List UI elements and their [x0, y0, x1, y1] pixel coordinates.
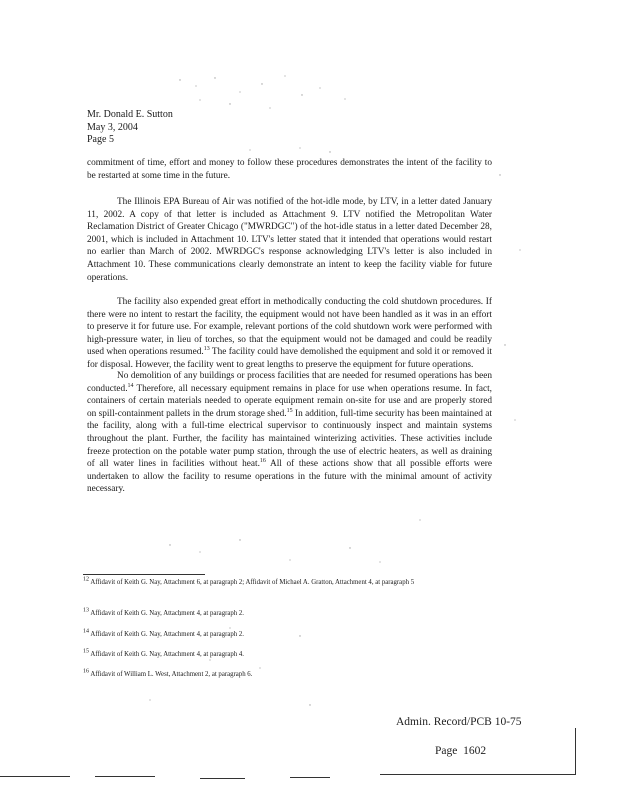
- footnote-ref: 13: [203, 346, 210, 353]
- footnote-text: Affidavit of Keith G. Nay, Attachment 4, at paragraph 4.: [90, 651, 244, 658]
- paragraph-epa-notification: The Illinois EPA Bureau of Air was notified of the hot-idle mode, by LTV, in a letter dated January 11, 2002. A copy of that letter is included as Attachment 9. LTV notified the Metropolitan Water Reclamation District of Greater Chicago ("MWRDGC") of the hot-idle status in a letter dated December 28, 2001, which is included in Attachment 10. LTV's letter stated that it intended that operations would restart no earlier than March of 2002. MWRDGC's response acknowledging LTV's letter is also included in Attachment 10. These communications clearly demonstrate an intent to keep the facility viable for future operations.: [87, 197, 492, 283]
- scan-edge-line: [380, 774, 576, 775]
- footnote: [83, 609, 493, 618]
- admin-record-stamp: Admin. Record/PCB 10-75: [396, 716, 522, 728]
- footnote-ref: 14: [127, 382, 134, 389]
- footnote: [83, 578, 493, 587]
- paragraph-no-demolition: [87, 370, 492, 496]
- paragraph-continuation: commitment of time, effort and money to follow these procedures demonstrates the intent of the facility to be restarted at some time in the future.: [87, 158, 492, 181]
- record-page-number: 1602: [463, 745, 487, 757]
- footnote-text: Affidavit of Keith G. Nay, Attachment 4, at paragraph 2.: [90, 610, 244, 617]
- paragraph-text: No demolition of any buildings or process facilities that are needed for resumed operations has been conducted.: [87, 371, 492, 394]
- footnote-divider: [83, 574, 205, 575]
- paragraph-text: The facility also expended great effort in methodically conducting the cold shutdown procedures. If there were no intent to restart the facility, the equipment would not have been handled as it was in an effort to preserve it for future use. For example, relevant portions of the cold shutdown work were performed with high-pressure water, in lieu of torches, so that the equipment would not be damaged and could be readily used when operations resumed.: [87, 297, 492, 358]
- footnote-text: Affidavit of Keith G. Nay, Attachment 6, at paragraph 2; Affidavit of Michael A. Gratton, Attachment 4, at paragraph 5: [90, 579, 415, 586]
- footnote-text: Affidavit of William L. West, Attachment 2, at paragraph 6.: [90, 671, 253, 678]
- paragraph-text: All of these actions show that all possible efforts were undertaken to allow the facility to resume operations in the future with the minimal amount of activity necessary.: [87, 459, 492, 495]
- paragraph-text: The facility could have demolished the equipment and sold it or removed it for disposal. However, the facility went to great lengths to preserve the equipment for future operations.: [87, 347, 492, 370]
- footnote-ref: 15: [286, 407, 293, 414]
- scan-edge-line: [0, 776, 70, 777]
- paragraph-text: In addition, full-time security has been maintained at the facility, along with a full-time electrical supervisor to continuously inspect and maintain systems throughout the plant. Further, the facility has maintained winterizing activities. These activities include freeze protection on the potable water pump station, through the use of electric heaters, as well as draining of all water lines in facilities without heat.: [87, 408, 492, 470]
- scan-edge-line: [200, 778, 245, 779]
- footnote: [83, 650, 493, 659]
- scan-edge-line: [290, 777, 330, 778]
- footnote: [83, 630, 493, 639]
- scan-edge-line: [95, 776, 155, 777]
- footnote-number: 13: [83, 607, 89, 614]
- footnote: [83, 670, 493, 679]
- footnote-number: 12: [83, 576, 89, 583]
- footnote-ref: 16: [259, 458, 266, 465]
- date-line: May 3, 2004: [87, 121, 138, 133]
- footnote-number: 14: [83, 628, 89, 635]
- paragraph-cold-shutdown: [87, 296, 492, 372]
- footnote-number: 16: [83, 668, 89, 675]
- scan-edge-line: [575, 728, 576, 774]
- footnote-text: Affidavit of Keith G. Nay, Attachment 4, at paragraph 2.: [90, 631, 244, 638]
- record-page-label: Page: [435, 745, 458, 757]
- recipient-line: Mr. Donald E. Sutton: [87, 109, 173, 120]
- page-line: Page 5: [87, 134, 114, 145]
- letter-header: [87, 109, 173, 147]
- paragraph-text: Therefore, all necessary equipment remains in place for use when operations resume. In fact, containers of certain materials needed to operate equipment remain on-site for use and are properly stored on spill-containment pallets in the drum storage shed.: [87, 383, 492, 419]
- footnote-number: 15: [83, 648, 89, 655]
- record-page-stamp: [435, 745, 486, 757]
